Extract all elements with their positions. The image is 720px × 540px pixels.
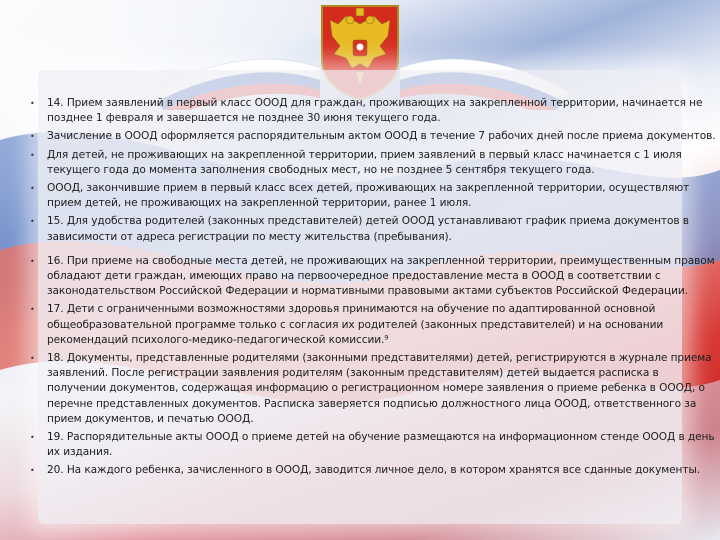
list-item [30,129,717,144]
list-item-text: 18. Документы, представленные родителями (законными представителями) детей, регистрируются в журнале приема заявлений. После регистрации заявления родителям (законным представителям) детей выдается расписка в получении документов, содержащая информацию о регистрационном номере заявления о приеме ребенка в ОООД, о перечне представленных документов. Расписка заверяется подписью должностного лица ОООД, ответственного за прием документов, и печатью ОООД. [47,352,712,425]
list-item-text: Зачисление в ОООД оформляется распорядительным актом ОООД в течение 7 рабочих дней после приема документов. [47,130,716,143]
bullet-icon: • [30,99,35,108]
list-item-text: 14. Прием заявлений в первый класс ОООД для граждан, проживающих на закрепленной территории, начинается не позднее 1 февраля и завершается не позднее 30 июня текущего года. [47,97,703,125]
list-item-text: 20. На каждого ребенка, зачисленного в ОООД, заводится личное дело, в котором хранятся все сданные документы. [47,464,700,477]
bullet-icon: • [30,217,35,227]
bullet-icon: • [30,466,35,476]
list-item-text: 15. Для удобства родителей (законных представителей) детей ОООД устанавливают график приема документов в зависимости от адреса регистрации по месту жительства (пребывания). [47,215,689,243]
list-item [30,214,717,244]
list-item [30,254,717,300]
list-item [30,351,717,427]
list-item [30,463,717,478]
bullet-icon: • [30,184,35,194]
bullet-icon: • [30,354,35,364]
list-item-text: ОООД, закончившие прием в первый класс всех детей, проживающих на закрепленной территории, осуществляют прием детей, не проживающих на закрепленной территории, ранее 1 июля. [47,182,690,210]
list-item-text: 17. Дети с ограниченными возможностями здоровья принимаются на обучение по адаптированной основной общеобразовательной программе только с согласия их родителей (законных представителей) и на основании рекомендаций психолого-медико-педагогической комиссии.⁹ [47,303,664,346]
list-item [30,181,717,211]
bullet-icon: • [30,433,35,443]
bullet-icon: • [30,256,35,266]
list-item-text: Для детей, не проживающих на закрепленной территории, прием заявлений в первый класс начинается с 1 июля текущего года до момента заполнения свободных мест, но не позднее 5 сентября текущего года. [47,148,682,176]
list-item [30,148,717,178]
list-item [30,302,717,348]
list-item [30,96,717,126]
admission-rules-list [30,96,717,479]
list-item [30,430,717,460]
bullet-icon: • [30,150,35,160]
list-item-text: 16. При приеме на свободные места детей, не проживающих на закрепленной территории, преимущественным правом обладают дети граждан, имеющих право на первоочередное предоставление места в ОООД в соответствии с законодательством Российской Федерации и нормативными правовыми актами субъектов Российской Федерации. [47,254,715,298]
bullet-icon: • [30,132,35,142]
list-item-text: 19. Распорядительные акты ОООД о приеме детей на обучение размещаются на информационном стенде ОООД в день их издания. [47,431,715,459]
bullet-icon: • [30,305,35,315]
